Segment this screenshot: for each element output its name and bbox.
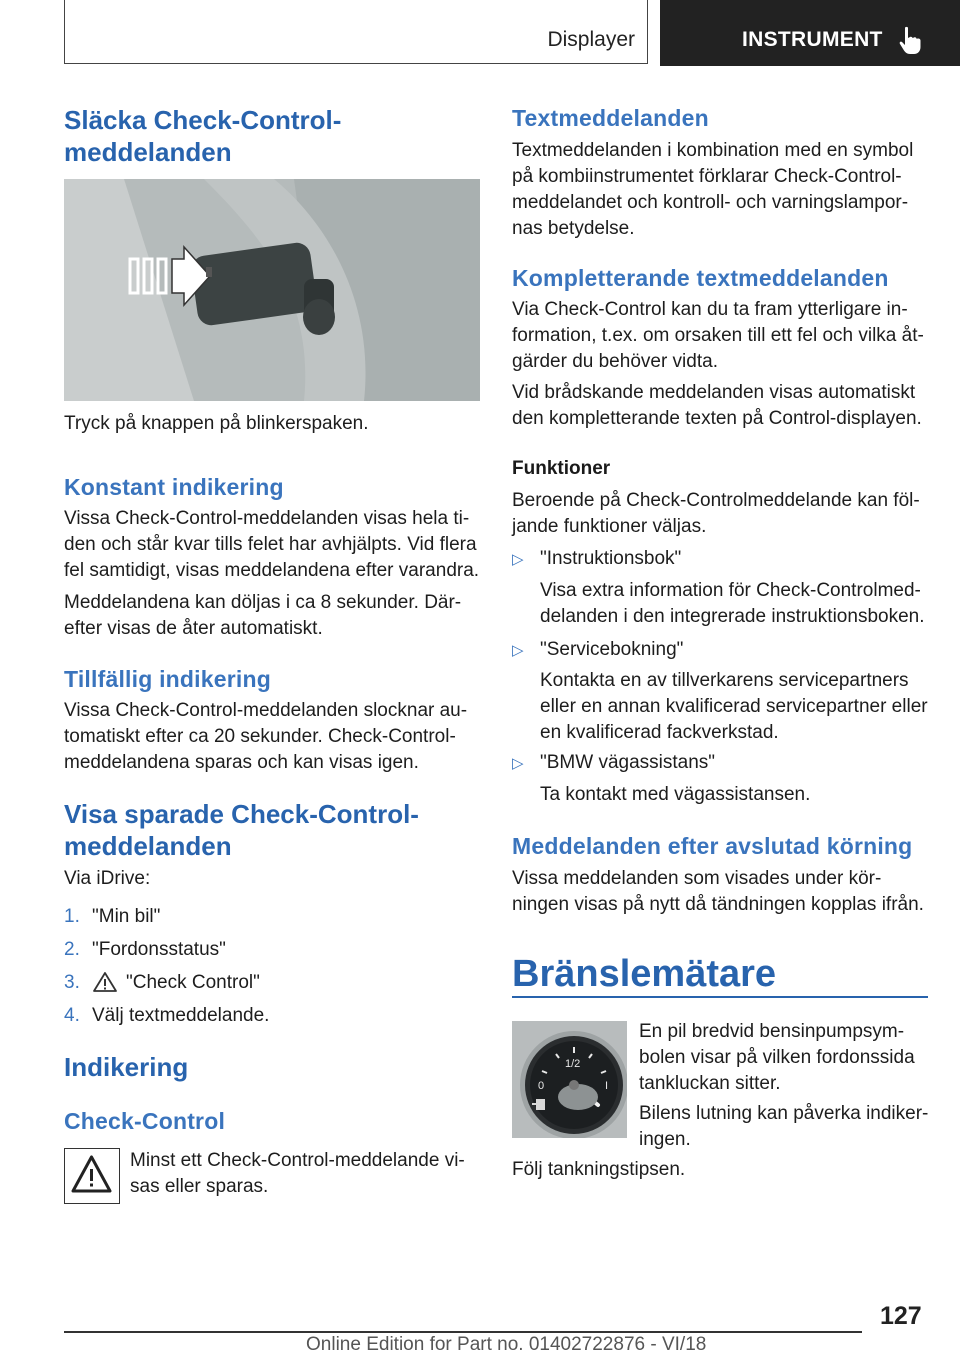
title-underline <box>512 996 928 998</box>
heading-textmeddelanden: Textmeddelanden <box>512 105 709 131</box>
step-number: 3. <box>64 972 80 993</box>
efter-korning-paragraph: Vissa meddelanden som visades under kör- ningen visas på nytt då tändningen kopplas ifrån. <box>512 868 924 915</box>
heading-indikering: Indikering <box>64 1052 189 1082</box>
gauge-half-label: 1/2 <box>565 1058 581 1070</box>
function-label: "Servicebokning" <box>540 639 684 660</box>
photo-caption: Tryck på knappen på blinkerspaken. <box>64 413 369 434</box>
kompletterande-paragraph-2: Vid brådskande meddelanden visas automatiskt den kompletterande texten på Control-displayen. <box>512 382 922 429</box>
bransle-paragraph-1: En pil bredvid bensinpumpsym- bolen visar på vilken fordonssida tankluckan sitter. <box>639 1021 915 1094</box>
bransle-paragraph-3: Följ tankningstipsen. <box>512 1159 686 1180</box>
heading-konstant: Konstant indikering <box>64 474 284 500</box>
heading-funktioner: Funktioner <box>512 458 611 479</box>
step-text: Välj textmeddelande. <box>92 1005 270 1026</box>
heading-tillfallig: Tillfällig indikering <box>64 666 271 692</box>
warning-symbol-box <box>64 1148 120 1204</box>
step-text: "Min bil" <box>92 906 161 927</box>
function-label: "BMW vägassistans" <box>540 752 716 773</box>
heading-visa-sparade: Visa sparade Check-Control- meddelanden <box>64 799 419 861</box>
page-header <box>0 0 960 66</box>
function-description: Kontakta en av tillverkarens servicepartners eller en annan kvalificerad servicepartner eller en kvalificerad fackverkstad. <box>540 670 928 743</box>
function-description: Visa extra information för Check-Controlmed- delanden i den integrerade instruktionsboken. <box>540 580 925 627</box>
textmeddelanden-paragraph: Textmeddelanden i kombination med en symbol på kombiinstrumentet förklarar Check-Control- meddelandet och kontroll- och varningslampor- nas betydelse. <box>512 140 914 239</box>
step-number: 4. <box>64 1005 80 1026</box>
tillfallig-paragraph: Vissa Check-Control-meddelanden slocknar au- tomatiskt efter ca 20 sekunder. Check-Control- meddelandena sparas och kan visas igen. <box>64 700 468 773</box>
heading-efter-korning: Meddelanden efter avslutad körning <box>512 833 913 859</box>
visa-intro: Via iDrive: <box>64 868 151 889</box>
gauge-empty-label: 0 <box>538 1080 545 1092</box>
funktioner-paragraph: Beroende på Check-Controlmeddelande kan föl- jande funktioner väljas. <box>512 490 920 537</box>
hand-pointer-icon <box>896 26 924 56</box>
section-tab <box>64 0 648 64</box>
step-text: "Fordonsstatus" <box>92 939 226 960</box>
heading-slacka: Släcka Check-Control- meddelanden <box>64 105 342 167</box>
edition-footer: Online Edition for Part no. 01402722876 - VI/18 <box>306 1334 707 1355</box>
step-number: 2. <box>64 939 80 960</box>
function-description: Ta kontakt med vägassistansen. <box>540 784 811 805</box>
step-text: "Check Control" <box>126 972 260 993</box>
warning-triangle-icon <box>65 1149 118 1202</box>
kompletterande-paragraph-1: Via Check-Control kan du ta fram ytterligare in- formation, t.ex. om orsaken till ett fel och vilka åt- gärder du behöver vidta. <box>512 299 924 372</box>
konstant-paragraph-2: Meddelandena kan döljas i ca 8 sekunder. Där- efter visas de åter automatiskt. <box>64 592 462 639</box>
heading-check-control: Check-Control <box>64 1108 226 1134</box>
fuel-pump-icon <box>536 1099 545 1110</box>
bullet-triangle-icon: ▷ <box>512 551 524 568</box>
konstant-paragraph-1: Vissa Check-Control-meddelanden visas hela ti- den och står kvar tills felet har avhjälpts. Vid flera fel samtidigt, visas meddelandena efter varandra. <box>64 508 480 581</box>
heading-kompletterande: Kompletterande textmeddelanden <box>512 265 889 291</box>
bransle-paragraph-2: Bilens lutning kan påverka indiker- ingen. <box>639 1103 929 1150</box>
step-number: 1. <box>64 906 80 927</box>
fuel-gauge-image <box>512 1021 627 1138</box>
blinker-stalk-photo <box>64 179 480 401</box>
page-number: 127 <box>880 1302 922 1330</box>
heading-branslematare: Bränslemätare <box>512 953 777 995</box>
chapter-tab <box>660 0 960 66</box>
indikering-text: Minst ett Check-Control-meddelande vi- sas eller sparas. <box>130 1150 465 1197</box>
gauge-full-label: I <box>605 1080 609 1092</box>
bullet-triangle-icon: ▷ <box>512 642 524 659</box>
warning-triangle-icon <box>92 971 118 993</box>
section-label: Displayer <box>547 28 635 51</box>
bullet-triangle-icon: ▷ <box>512 755 524 772</box>
chapter-label: INSTRUMENT <box>742 28 883 51</box>
footer-rule <box>64 1331 862 1333</box>
function-label: "Instruktionsbok" <box>540 548 682 569</box>
